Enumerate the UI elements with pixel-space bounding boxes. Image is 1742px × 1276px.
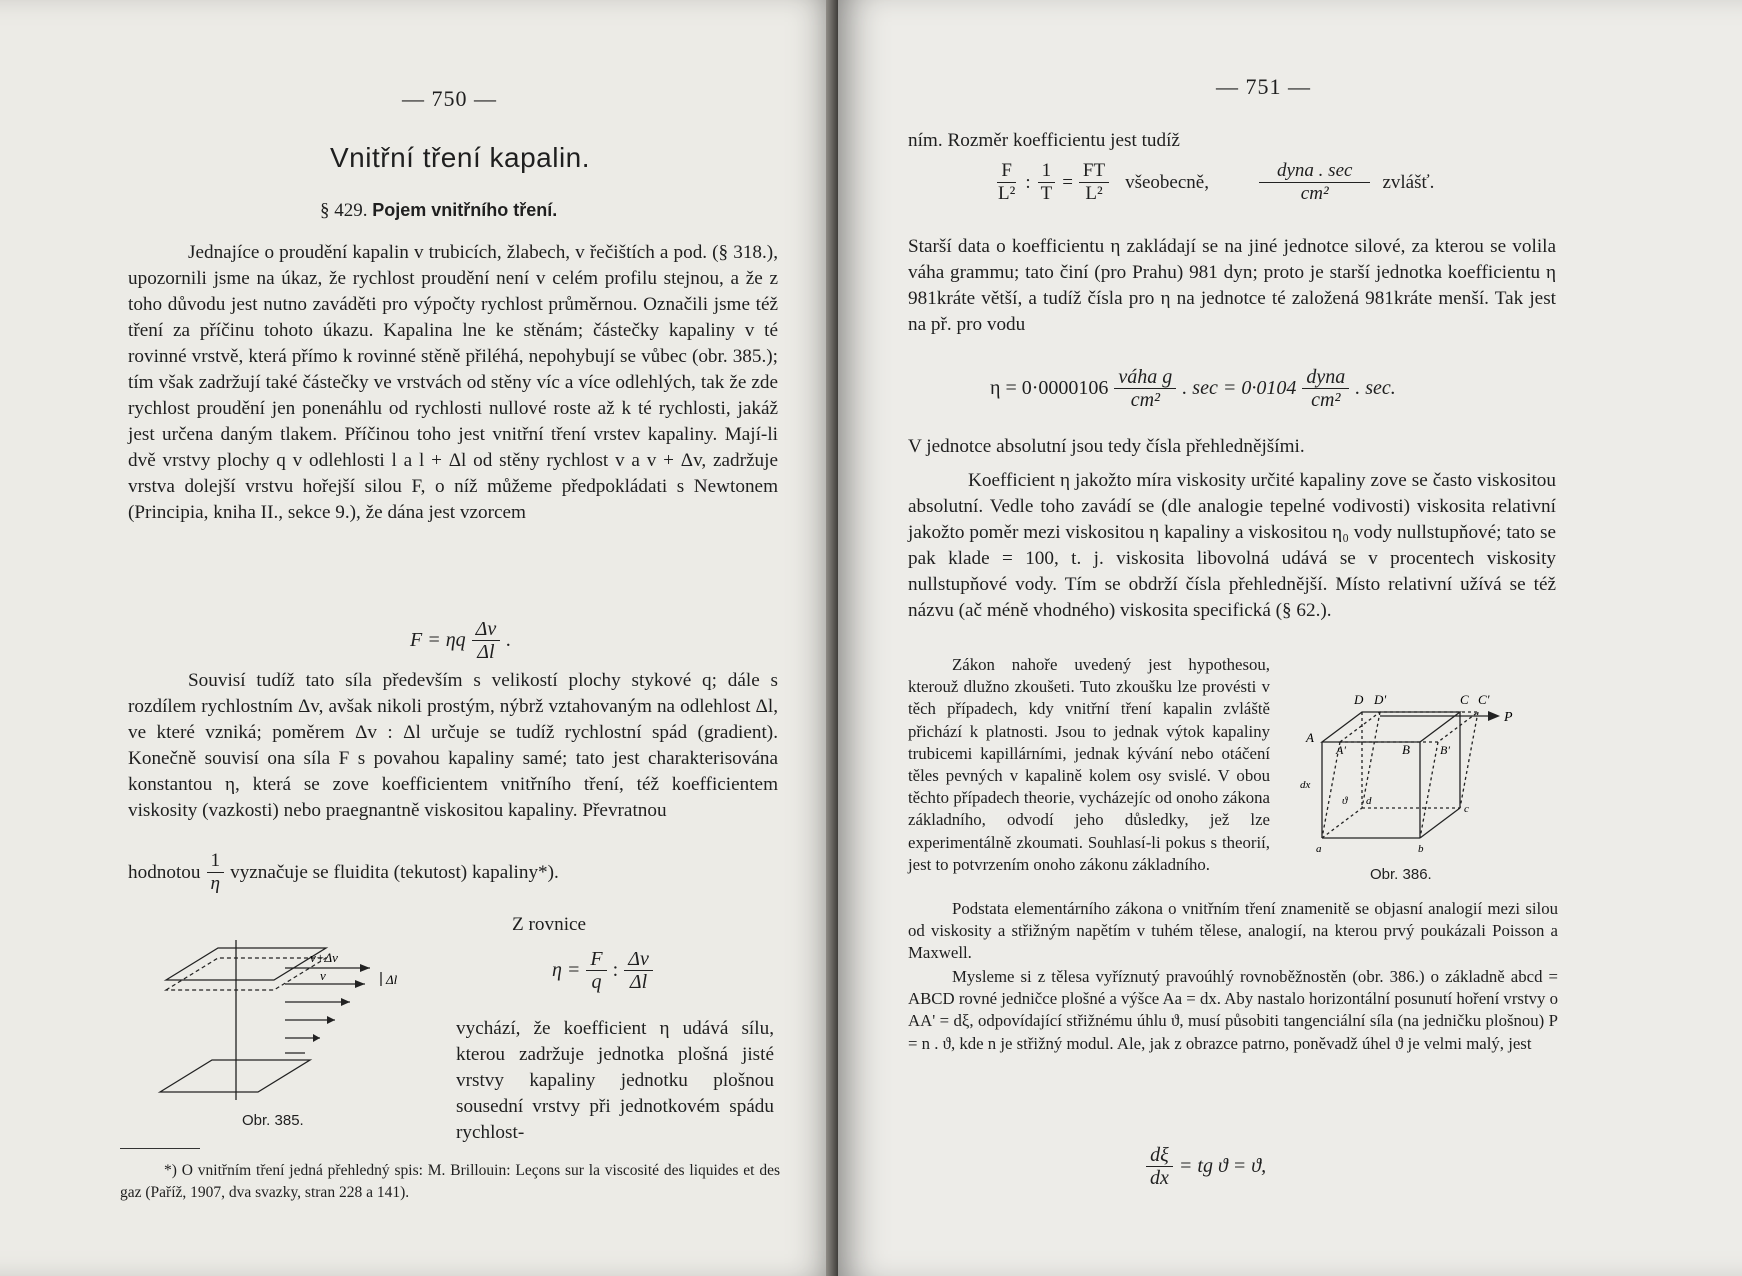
formula-shear-frac — [1146, 1144, 1173, 1189]
z-rovnice: Z rovnice — [512, 914, 587, 935]
right-paragraph-7-text: Mysleme si z tělesa vyříznutý pravoúhlý rovnoběžnostěn (obr. 386.) o základně abcd = ABCD rovné jedničce plošné a výšce Aa = dx. Aby nastalo horizontální posunutí hoření vrstvy o AA' = dξ, odpovídající střižnému úhlu ϑ, musí působiti tangenciální síla (na jedničku plošnou) P = n . ϑ, kde n je střižný modul. Ale, jak z obrazce patrno, poněvadž úhel ϑ je velmi malý, jest — [908, 967, 1558, 1053]
dim-frac-c — [1079, 160, 1109, 205]
fig386-label-Dp: D' — [1374, 692, 1387, 707]
dim-frac-d — [1259, 160, 1370, 205]
fig386-label-c: c — [1464, 803, 1469, 815]
dim-eq: = — [1062, 171, 1073, 193]
dim-frac-a — [994, 160, 1019, 205]
fig386-label-Bp: B' — [1440, 743, 1450, 757]
fluidity-line-start: hodnotou — [128, 861, 201, 883]
formula-eta-frac2 — [624, 948, 653, 993]
formula-water-frac1 — [1114, 366, 1176, 411]
dim-d-den: cm² — [1300, 183, 1329, 204]
left-page-number: — 750 — — [402, 86, 497, 111]
fig386-label-d: d — [1366, 795, 1372, 807]
dim-label-general: všeobecně, — [1125, 171, 1209, 193]
formula-newton-num: Δv — [472, 618, 501, 641]
formula-water-mid: . sec = 0·0104 — [1182, 377, 1297, 399]
formula-eta — [552, 948, 659, 993]
dim-label-special: zvlášť. — [1382, 171, 1435, 193]
figure-385-label-vdv: v+Δv — [310, 950, 338, 965]
left-page — [0, 0, 838, 1276]
formula-newton-den: Δl — [477, 641, 495, 663]
figure-385-caption: Obr. 385. — [242, 1112, 304, 1129]
right-paragraph-5-text: Zákon nahoře uvedený jest hypothesou, kterouž dlužno zkoušeti. Tuto zkoušku lze provésti v těch případech, kdy vnitřní tření kapalin zvláště přichází k platnosti. Jsou to jednak výtok kapaliny trubicemi kapillárními, jednak kývání nebo otáčení těles pevných v kapalině kolem osy svislé. V obou těchto případech theorie, vycházejíc od onoho zákona základního, odvodí jeho důsledky, jež lze experimentálně zkoumati. Souhlasí-li pokus s theorií, jest to potvrzením onoho zákonu základního. — [908, 655, 1270, 874]
right-paragraph-5 — [908, 654, 1270, 876]
figure-386 — [1290, 690, 1530, 870]
dimension-formula — [988, 160, 1434, 205]
figure-385-label-v: v — [320, 968, 326, 983]
right-paragraph-4-text: Koefficient η jakožto míra viskosity určité kapaliny zove se často viskositou absolutní. Vedle toho zavádí se (dle analogie tepelné vodivosti) viskosita relativní jakožto poměr mezi viskositou η kapaliny a viskositou η₀ vody nullstupňové; tato se pak klade = 100, t. j. viskosita libovolná udává se v procentech viskosity nullstupňové vody. Tím se obdrží čísla přehlednější. Místo relativní užívá se též názvu (ač méně vhodného) viskosita specifická (§ 62.). — [908, 470, 1556, 621]
right-paragraph-6-text: Podstata elementárního zákona o vnitřním tření znamenitě se objasní analogií mezi silou od viskosity a střižným napětím v tuhém tělese, analogií, na kterou prvý poukázali Poisson a Maxwell. — [908, 899, 1558, 963]
formula-water-frac2 — [1302, 366, 1349, 411]
formula-water-num2: dyna — [1302, 366, 1349, 389]
formula-water-den1: cm² — [1130, 389, 1161, 411]
right-paragraph-1: ním. Rozměr koefficientu jest tudíž — [908, 130, 1180, 151]
fig386-label-dx: dx — [1300, 779, 1311, 791]
left-paragraph-2 — [128, 668, 778, 824]
formula-shear — [1140, 1144, 1266, 1189]
formula-eta-den2: Δl — [629, 971, 648, 993]
right-paragraph-2-text: Starší data o koefficientu η zakládají se na jiné jednotce silové, za kterou se volila váha grammu; tato činí (pro Prahu) 981 dyn; proto je starší jednotka koefficientu η 981kráte větší, a tudíž čísla pro η na jednotce té založená 981kráte menší. Tak jest na př. pro vodu — [908, 236, 1556, 335]
right-paragraph-3: V jednotce absolutní jsou tedy čísla přehlednějšími. — [908, 436, 1305, 457]
dim-a-den: L² — [998, 183, 1016, 204]
fig386-label-C: C — [1460, 692, 1469, 707]
formula-eta-sep: : — [612, 959, 619, 981]
fig386-label-D: D — [1354, 692, 1364, 707]
chapter-title: Vnitřní tření kapalin. — [330, 142, 591, 173]
formula-shear-rest: = tg ϑ = ϑ, — [1178, 1155, 1267, 1177]
dim-colon: : — [1025, 171, 1031, 193]
fig386-label-P: P — [1504, 710, 1513, 725]
formula-water-num1: váha g — [1114, 366, 1176, 389]
right-page — [838, 0, 1742, 1276]
dim-c-num: FT — [1079, 160, 1109, 183]
left-paragraph-1 — [128, 240, 778, 526]
fluidity-num: 1 — [207, 850, 225, 873]
fig386-label-a: a — [1316, 843, 1322, 855]
dim-b-num: 1 — [1038, 160, 1056, 183]
formula-newton-fraction — [472, 618, 501, 663]
fluidity-fraction — [207, 850, 225, 895]
dim-c-den: L² — [1085, 183, 1103, 204]
fluidity-line-end: vyznačuje se fluidita (tekutost) kapaliny*). — [230, 861, 559, 883]
fig386-label-B: B — [1402, 742, 1410, 757]
right-paragraph-2 — [908, 234, 1556, 338]
figure-385-label-dl: Δl — [386, 972, 398, 987]
formula-water-den2: cm² — [1311, 389, 1341, 411]
formula-newton-lhs: F = ηq — [410, 629, 466, 651]
dim-d-num: dyna . sec — [1259, 160, 1370, 183]
formula-eta-lhs: η = — [552, 959, 581, 981]
figure-386-caption: Obr. 386. — [1370, 866, 1432, 883]
formula-eta-num1: F — [586, 948, 606, 971]
dim-b-den: T — [1040, 183, 1053, 204]
formula-water-lhs: η = 0·0000106 — [990, 377, 1109, 399]
right-paragraph-4 — [908, 468, 1556, 624]
fig386-label-A: A — [1306, 730, 1314, 745]
section-heading — [320, 200, 557, 222]
fig386-label-b: b — [1418, 843, 1424, 855]
left-paragraph-3-text: vychází, že koefficient η udává sílu, kterou zadržuje jednotka plošná jisté vrstvy kapaliny jednotku plošnou sousední vrstvy při jednotkovém spádu rychlost- — [456, 1018, 774, 1143]
right-paragraph-6 — [908, 898, 1558, 965]
figure-385 — [150, 940, 440, 1115]
fig386-label-Ap: A' — [1336, 743, 1346, 757]
footnote-rule — [120, 1148, 200, 1149]
fig386-label-Cp: C' — [1478, 692, 1490, 707]
formula-shear-num: dξ — [1146, 1144, 1173, 1167]
formula-water — [990, 366, 1396, 411]
formula-water-tail: . sec. — [1355, 377, 1396, 399]
formula-shear-den: dx — [1150, 1167, 1169, 1189]
dim-a-num: F — [997, 160, 1016, 183]
fluidity-den: η — [210, 873, 221, 894]
left-paragraph-2-text: Souvisí tudíž tato síla především s velikostí plochy stykové q; dále s rozdílem rychlostním Δv, avšak nikoli prostým, nýbrž vztahovaným na odlehlost Δl, ve které vzniká; poměrem Δv : Δl určuje se tudíž rychlostní spád (gradient). Konečně souvisí ona síla F s povahou kapaliny samé; tato jest charakterisována konstantou η, která se zove koefficientem vnitřního tření, též koefficientem viskosity (vazkosti) nebo praegnantně viskositou kapaliny. Převratnou — [128, 670, 778, 821]
left-paragraph-1-text: Jednajíce o proudění kapalin v trubicích, žlabech, v řečištích a pod. (§ 318.), upozornili jsme na úkaz, že rychlost proudění není v celém profilu stejnou, a že z toho důvodu jest nutno zaváděti pro výpočty rychlost průměrnou. Označili jsme též tření za příčinu tohoto úkazu. Kapalina lne ke stěnám; částečky kapaliny v té rovinné vrstvě, která přímo k rovinné stěně přiléhá, nepohybují se vůbec (obr. 385.); tím však zadržují také částečky ve vrstvách od stěny víc a více odlehlých, tak že zde rychlost proudění jen ponenáhlu od rychlosti nullové roste až k té rychlosti, jakáž jest určena daným tlakem. Příčinou toho jest vnitřní tření vrstev kapaliny. Mají-li dvě vrstvy plochy q v odlehlosti l a l + Δl od stěny rychlost v a v + Δv, zadržuje vrstva dolejší vrstvu hořejší silou F, o níž můžeme předpokládati s Newtonem (Principia, kniha II., sekce 9.), že dána jest vzorcem — [128, 242, 778, 523]
right-paragraph-7 — [908, 966, 1558, 1055]
footnote: *) O vnitřním tření jedná přehledný spis: M. Brillouin: Leçons sur la viscosité des liquides et des gaz (Paříž, 1907, dva svazky, stran 228 a 141). — [120, 1162, 780, 1201]
formula-eta-num2: Δv — [624, 948, 653, 971]
fluidity-line — [128, 850, 559, 895]
formula-eta-frac1 — [586, 948, 606, 993]
formula-eta-den1: q — [591, 971, 602, 993]
right-page-number: — 751 — — [1216, 74, 1311, 99]
formula-newton — [410, 618, 511, 663]
dim-frac-b — [1037, 160, 1057, 205]
formula-newton-tail: . — [506, 629, 512, 651]
section-number: § 429. — [320, 200, 368, 221]
fig386-label-theta: ϑ — [1342, 795, 1348, 807]
left-paragraph-3 — [456, 1016, 774, 1146]
section-title: Pojem vnitřního tření. — [372, 200, 558, 220]
